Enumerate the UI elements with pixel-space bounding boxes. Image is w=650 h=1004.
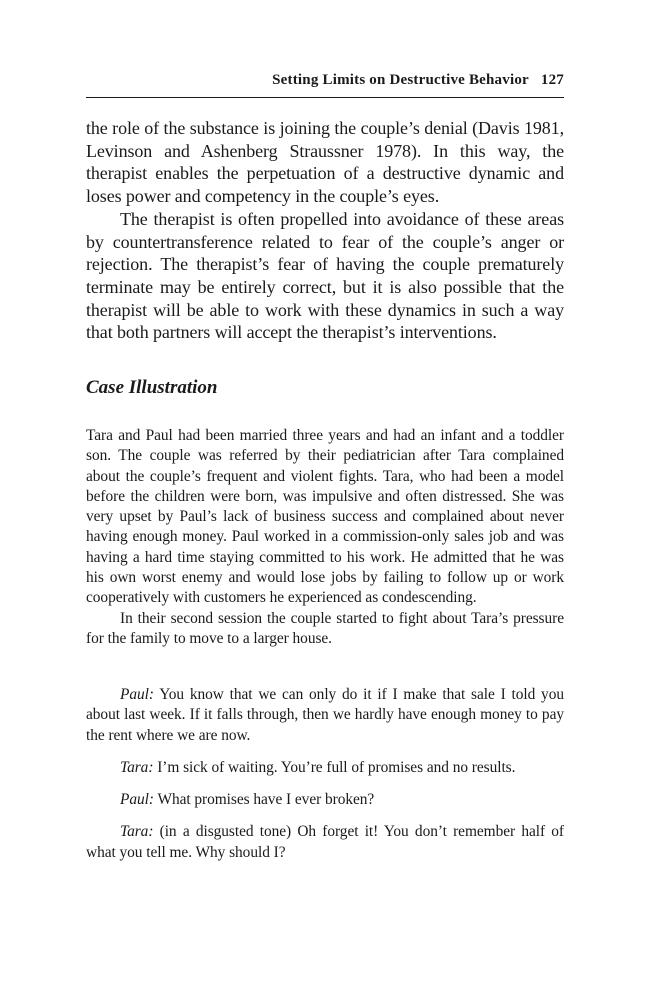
dialogue-text: What promises have I ever broken? <box>153 791 375 809</box>
case-paragraph: In their second session the couple started to fight about Tara’s pressure for the family to move to a larger house. <box>86 609 564 647</box>
dialogue-line <box>86 822 564 863</box>
speaker-name: Paul: <box>120 791 154 809</box>
dialogue-text: (in a disgusted tone) Oh forget it! You don’t remember half of what you tell me. Why should I? <box>86 823 564 861</box>
dialogue-line <box>86 758 564 778</box>
dialogue <box>86 685 564 875</box>
dialogue-text: You know that we can only do it if I make that sale I told you about last week. If it falls through, then we hardly have enough money to pay the rent where we are now. <box>86 686 564 744</box>
running-title: Setting Limits on Destructive Behavior <box>272 72 529 88</box>
running-header <box>86 72 564 94</box>
case-paragraph: Tara and Paul had been married three years and had an infant and a toddler son. The couple was referred by their pediatrician after Tara complained about the couple’s frequent and violent fights. Tara, who had been a model before the children were born, was impulsive and often distressed. She was very upset by Paul’s lack of business success and complained about never having enough money. Paul worked in a commission-only sales job and was having a hard time staying committed to his work. He admitted that he was his own worst enemy and would lose jobs by failing to follow up or work cooperatively with customers he experienced as condescending. <box>86 427 564 607</box>
section-heading: Case Illustration <box>86 377 218 398</box>
dialogue-line <box>86 685 564 746</box>
case-text <box>86 426 564 649</box>
header-rule <box>86 97 564 98</box>
speaker-name: Paul: <box>120 686 154 703</box>
body-paragraph: the role of the substance is joining the couple’s denial (Davis 1981, Levinson and Ashenberg Straussner 1978). In this way, the therapist enables the perpetuation of a destructive dynamic and loses power and competency in the couple’s eyes. <box>86 118 564 207</box>
body-text <box>86 117 564 344</box>
speaker-name: Tara: <box>120 758 154 776</box>
page-number: 127 <box>540 72 564 88</box>
dialogue-text: I’m sick of waiting. You’re full of promises and no results. <box>153 758 516 776</box>
body-paragraph: The therapist is often propelled into avoidance of these areas by countertransference related to fear of the couple’s anger or rejection. The therapist’s fear of having the couple prematurely terminate may be entirely correct, but it is also possible that the therapist will be able to work with these dynamics in such a way that both partners will accept the therapist’s interventions. <box>86 208 564 343</box>
dialogue-line <box>86 790 564 810</box>
speaker-name: Tara: <box>120 823 154 841</box>
